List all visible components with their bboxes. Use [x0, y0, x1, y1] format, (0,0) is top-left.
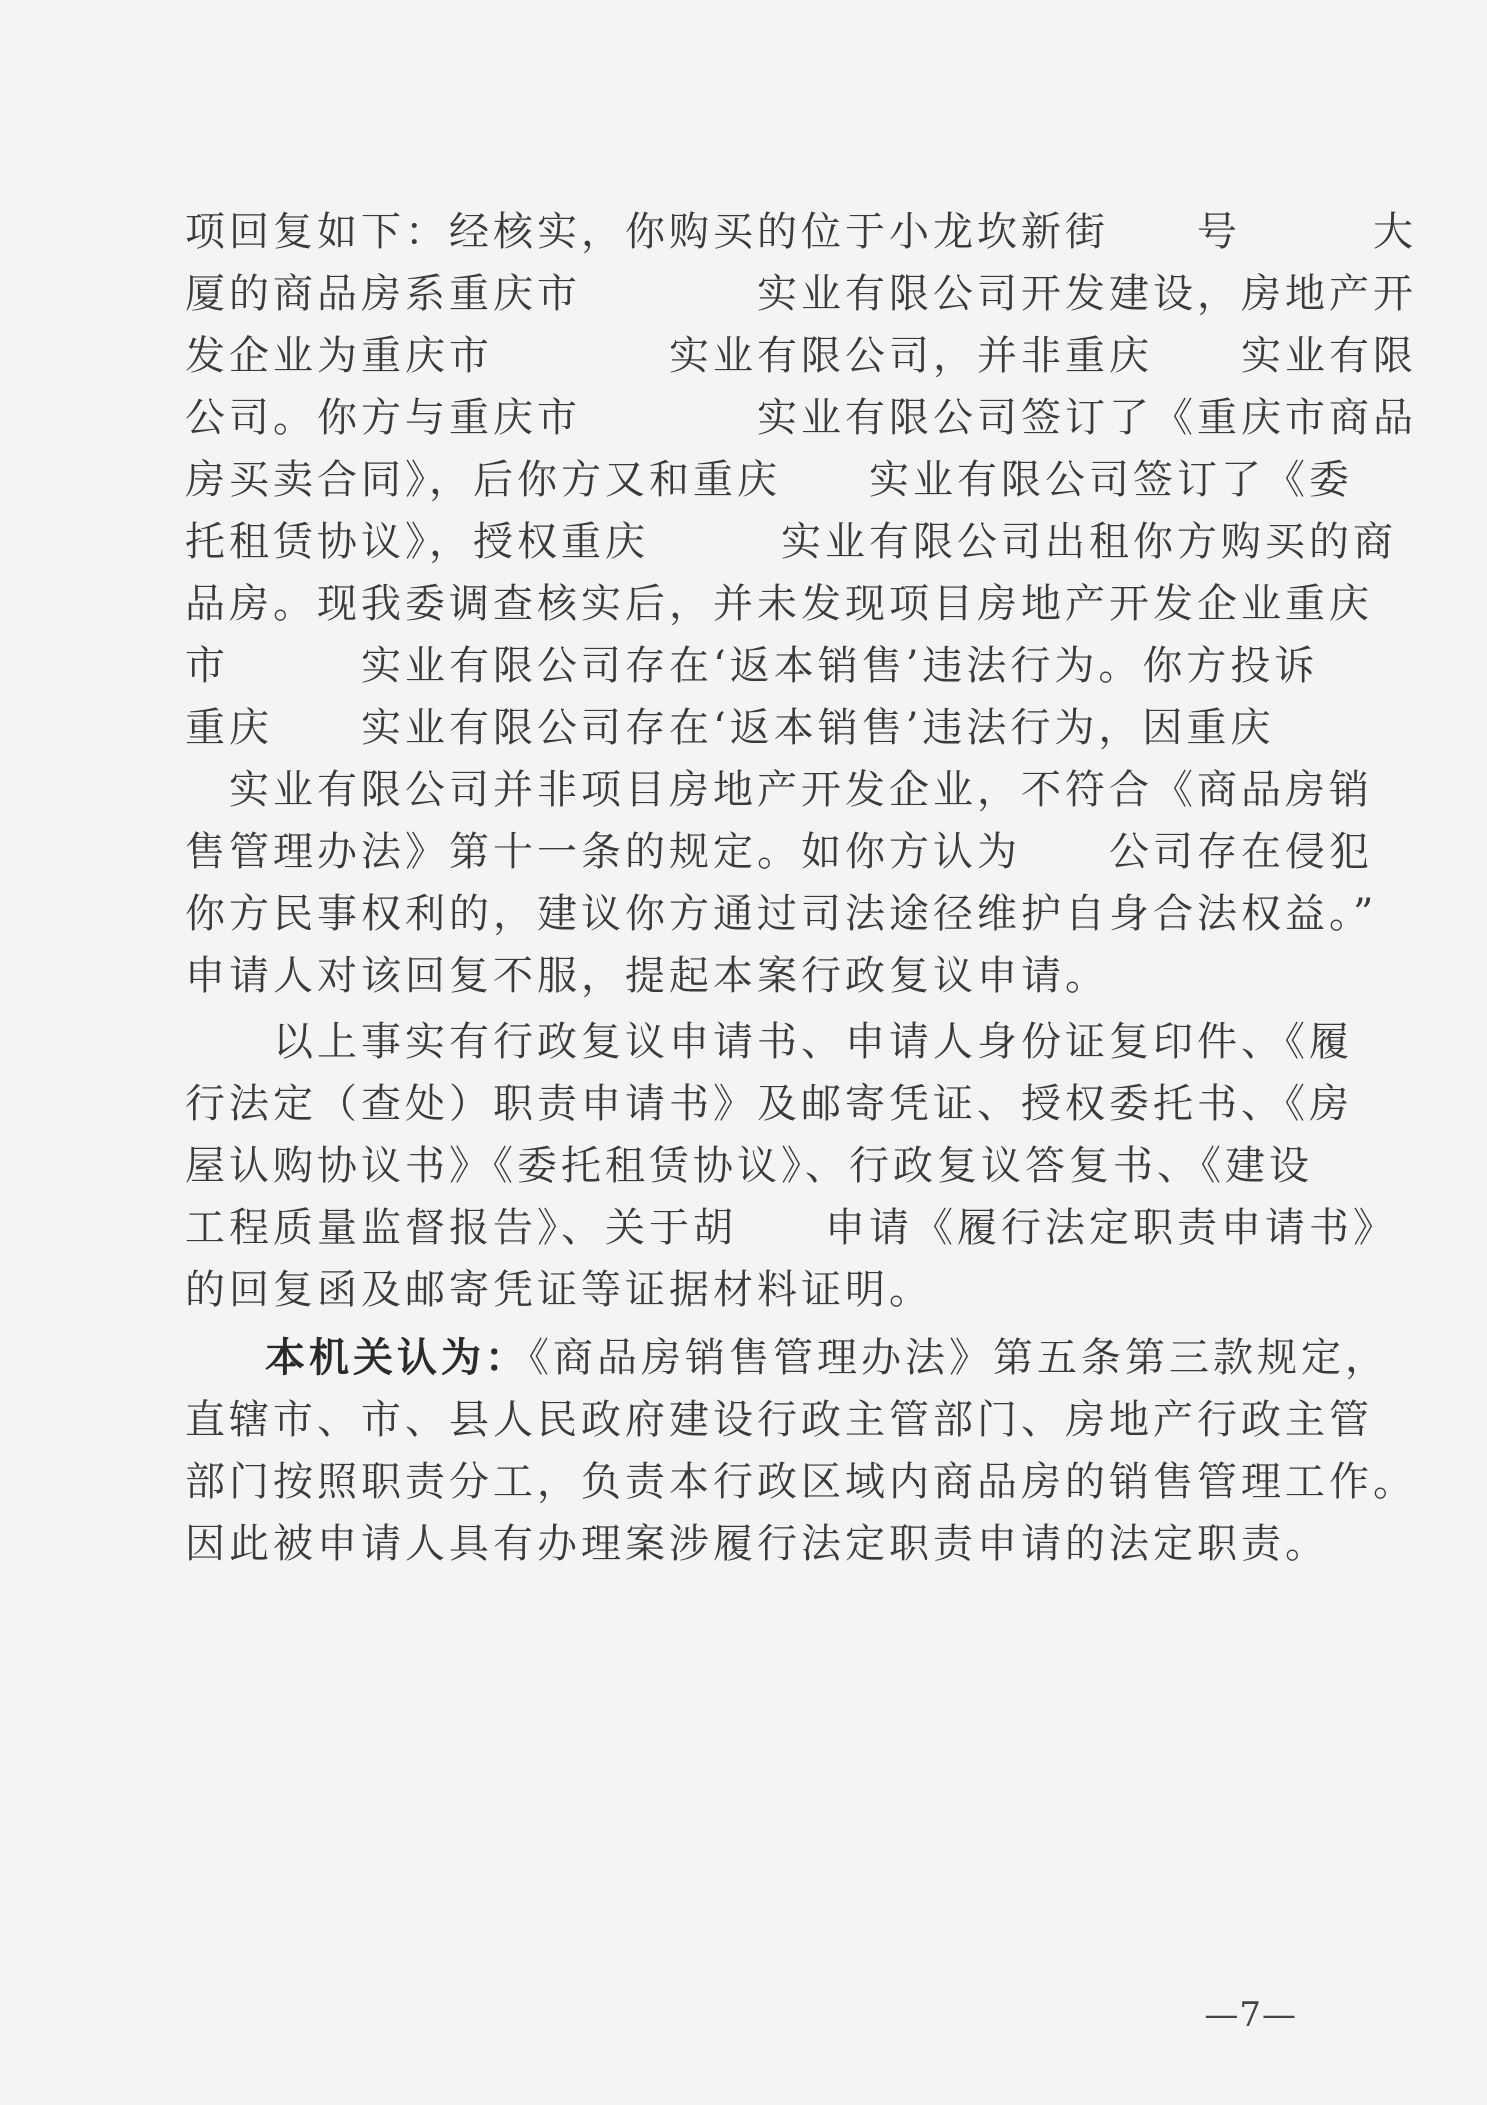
body-line-10: 实业有限公司并非项目房地产开发企业，不符合《商品房销	[185, 767, 1373, 813]
page-number: —7—	[1204, 1995, 1297, 2035]
finding-line-2: 直辖市、市、县人民政府建设行政主管部门、房地产行政主管	[185, 1397, 1373, 1443]
body-line-4: 公司。你方与重庆市 实业有限公司签订了《重庆市商品	[185, 395, 1417, 441]
body-line-11: 售管理办法》第十一条的规定。如你方认为 公司存在侵犯	[185, 829, 1373, 875]
finding-text-1: 《商品房销售管理办法》第五条第三款规定，	[529, 1335, 1389, 1381]
body-line-8: 市 实业有限公司存在‘返本销售’违法行为。你方投诉	[185, 643, 1319, 689]
finding-label: 本机关认为：	[265, 1334, 529, 1381]
body-line-5: 房买卖合同》，后你方又和重庆 实业有限公司签订了《委	[185, 457, 1353, 503]
body-line-3: 发企业为重庆市 实业有限公司，并非重庆 实业有限	[185, 333, 1417, 379]
body-line-14: 以上事实有行政复议申请书、申请人身份证复印件、《履	[185, 1019, 1353, 1065]
body-line-6: 托租赁协议》，授权重庆 实业有限公司出租你方购买的商	[185, 519, 1397, 565]
body-line-2: 厦的商品房系重庆市 实业有限公司开发建设，房地产开	[185, 271, 1417, 317]
body-line-15: 行法定（查处）职责申请书》及邮寄凭证、授权委托书、《房	[185, 1081, 1353, 1127]
body-line-7: 品房。现我委调查核实后，并未发现项目房地产开发企业重庆	[185, 581, 1373, 627]
body-line-17: 工程质量监督报告》、关于胡 申请《履行法定职责申请书》	[185, 1205, 1397, 1251]
finding-line-3: 部门按照职责分工，负责本行政区域内商品房的销售管理工作。	[185, 1459, 1417, 1505]
body-line-9: 重庆 实业有限公司存在‘返本销售’违法行为，因重庆	[185, 705, 1275, 751]
finding-line-1	[265, 1334, 1389, 1382]
finding-line-4: 因此被申请人具有办理案涉履行法定职责申请的法定职责。	[185, 1521, 1329, 1567]
body-line-18: 的回复函及邮寄凭证等证据材料证明。	[185, 1267, 933, 1313]
body-line-16: 屋认购协议书》《委托租赁协议》、行政复议答复书、《建设	[185, 1143, 1313, 1189]
body-line-12: 你方民事权利的，建议你方通过司法途径维护自身合法权益。”	[185, 891, 1378, 937]
body-line-1: 项回复如下：经核实，你购买的位于小龙坎新街 号 大	[185, 209, 1417, 255]
body-line-13: 申请人对该回复不服，提起本案行政复议申请。	[185, 953, 1109, 999]
